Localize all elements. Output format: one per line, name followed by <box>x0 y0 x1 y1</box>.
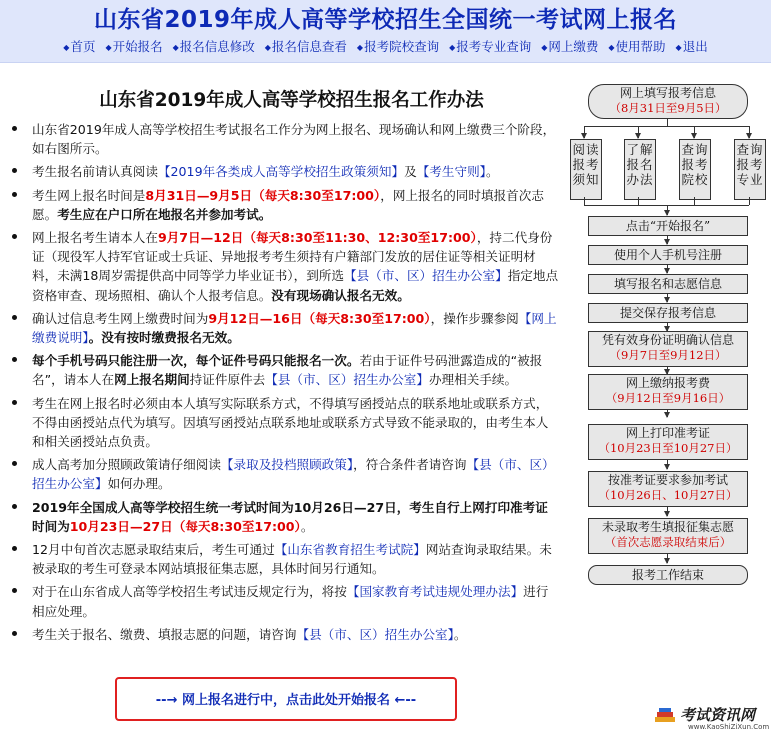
item-text: 指定地点资格审查、现场照相、确认个人报考信息。 <box>32 268 559 303</box>
list-item <box>10 162 560 181</box>
list-item <box>10 498 560 536</box>
item-text: 对于在山东省成人高等学校招生考试违反规定行为，将按 <box>32 584 347 600</box>
flow-label: 凭有效身份证明确认信息 <box>601 333 734 347</box>
flow-label: 网上填写报考信息 <box>619 86 716 100</box>
bold-text: 每个手机号码只能注册一次，每个证件号码只能报名一次。 <box>32 353 360 369</box>
list-item <box>10 582 560 620</box>
flow-step-confirm-id <box>588 331 748 367</box>
flow-arrow <box>667 553 668 563</box>
item-text: 考生报名前请认真阅读 <box>32 164 158 180</box>
list-item <box>10 309 560 347</box>
bold-text: 。没有按时缴费报名无效。 <box>88 330 240 346</box>
list-item <box>10 186 560 224</box>
nav-school-search[interactable] <box>357 39 439 54</box>
flow-date: （8月31日至9月5日） <box>609 101 727 115</box>
item-text: 考生网上报名时间是 <box>32 187 146 203</box>
list-item <box>10 540 560 578</box>
item-text: 进行相应处理。 <box>32 584 549 619</box>
flow-line <box>638 197 639 205</box>
flow-arrow <box>667 265 668 273</box>
list-item <box>10 228 560 305</box>
item-text: 办理相关手续。 <box>428 372 518 388</box>
flow-branch-learn-method: 了解报名办法 <box>624 139 656 200</box>
flow-arrow <box>584 126 585 138</box>
item-text: ，网上报名的同时填报首次志愿。 <box>32 187 544 222</box>
exam-institute-link[interactable]: 【山东省教育招生考试院】 <box>274 542 426 558</box>
nav-label: 报考院校查询 <box>364 39 440 54</box>
item-text: ，操作步骤参阅 <box>430 310 519 326</box>
list-item <box>10 394 560 452</box>
item-text: 及 <box>404 164 417 180</box>
flow-arrow <box>667 294 668 302</box>
flow-step-fill-info: 填写报名和志愿信息 <box>588 274 748 294</box>
county-office-link[interactable]: 【县（市、区）招生办公室】 <box>32 457 555 492</box>
bold-text: 没有现场确认报名无效。 <box>271 287 410 303</box>
flow-branch-search-school: 查询报考院校 <box>679 139 711 200</box>
bullet-icon <box>12 546 17 551</box>
nav-label: 使用帮助 <box>615 39 666 54</box>
flow-line <box>584 197 585 205</box>
item-text: ，符合条件者请咨询 <box>353 457 467 473</box>
flow-step-take-exam <box>588 471 748 507</box>
date-highlight: 8月31日—9月5日（每天8:30至17:00） <box>145 187 381 203</box>
item-text: 持证件原件去 <box>189 372 266 388</box>
flow-arrow <box>667 323 668 331</box>
flow-arrow <box>694 126 695 138</box>
payment-guide-link[interactable]: 【网上缴费说明】 <box>32 310 557 346</box>
nav-label: 首页 <box>70 39 96 54</box>
county-office-link[interactable]: 【县（市、区）招生办公室】 <box>296 626 454 642</box>
bullet-icon <box>12 168 17 173</box>
item-text: 如何办理。 <box>107 476 171 492</box>
item-text: 。 <box>453 626 467 642</box>
flow-date: （9月12日至9月16日） <box>605 391 731 405</box>
list-item <box>10 351 560 389</box>
flow-arrow <box>638 126 639 138</box>
flow-label: 网上打印准考证 <box>625 426 710 440</box>
flow-step-click-start: 点击“开始报名” <box>588 216 748 236</box>
flow-line <box>667 118 668 126</box>
date-highlight: 9月7日—12日（每天8:30至11:30、12:30至17:00） <box>157 230 477 246</box>
nav-major-search[interactable] <box>449 39 531 54</box>
item-text: 网上报名考生请本人在 <box>32 230 158 246</box>
flow-line <box>749 197 750 205</box>
nav-start-registration[interactable] <box>105 39 162 54</box>
flow-arrow <box>667 205 668 215</box>
item-text: ，持二代身份证（现役军人持军官证或士兵证、异地报考考生须持有户籍部门发放的居住证等相关证明材料，未满18周岁需提供高中同等学力毕业证书），到所选 <box>32 230 553 284</box>
item-text: 网站查询录取结果。未被录取的考生可登录本网站填报征集志愿，具体时间另行通知。 <box>32 542 552 577</box>
item-text: 成人高考加分照顾政策请仔细阅读 <box>32 457 221 473</box>
logo-text: 考试资讯网 <box>680 706 756 724</box>
item-text: 考生在网上报名时必须由本人填写实际联系方式，不得填写函授站点的联系地址或联系方式，不得由函授站点代为填写。因填写函授站点联系地址或联系方式导致不能录取的，由考生本人和相关函授站点负责。 <box>32 395 549 450</box>
article-title: 山东省2019年成人高等学校招生报名工作办法 <box>99 90 484 111</box>
item-text: 。 <box>485 164 499 180</box>
rules-list <box>0 120 565 644</box>
bullet-icon <box>12 126 17 131</box>
flow-step-submit: 提交保存报考信息 <box>588 303 748 323</box>
flow-step-register-phone: 使用个人手机号注册 <box>588 245 748 265</box>
diamond-icon: ◆ <box>264 43 271 52</box>
flow-line <box>584 126 749 127</box>
flow-start <box>588 84 748 119</box>
diamond-icon: ◆ <box>541 43 548 52</box>
logo-url: www.KaoShiZiXun.Com <box>688 723 770 731</box>
nav-logout[interactable] <box>676 39 708 54</box>
item-text: 12月中旬首次志愿录取结束后，考生可通过 <box>32 542 275 558</box>
bullet-icon <box>12 400 17 405</box>
admission-policy-link[interactable]: 【录取及投档照顾政策】 <box>220 457 354 473</box>
flow-arrow <box>667 459 668 469</box>
nav-edit-registration[interactable] <box>173 39 255 54</box>
start-registration-box <box>115 677 457 721</box>
bold-text: 网上报名期间 <box>114 372 190 388</box>
article <box>0 70 565 738</box>
item-text: 若由于证件号码泄露造成的“被报名”，请本人在 <box>32 353 543 388</box>
item-text: 山东省2019年成人高等学校招生考试报名工作分为网上报名、现场确认和网上缴费三个阶段，如右图所示。 <box>32 122 556 157</box>
diamond-icon: ◆ <box>172 43 179 52</box>
nav-label: 退出 <box>682 39 708 54</box>
item-text: 。 <box>300 518 314 534</box>
books-icon <box>654 706 676 724</box>
flow-line <box>694 197 695 205</box>
flow-arrow <box>667 236 668 244</box>
flow-branch-read-notice: 阅读报考须知 <box>570 139 602 200</box>
bullet-icon <box>12 461 17 466</box>
bullet-icon <box>12 315 17 320</box>
flow-arrow <box>667 506 668 516</box>
flow-branch-search-major: 查询报考专业 <box>734 139 766 200</box>
diamond-icon: ◆ <box>449 43 456 52</box>
flow-step-print-ticket <box>588 424 748 460</box>
flow-step-pay-fee <box>588 374 748 410</box>
bullet-icon <box>12 631 17 636</box>
date-highlight: 10月23日—27日（每天8:30至17:00） <box>69 518 301 534</box>
diamond-icon: ◆ <box>105 43 112 52</box>
county-office-link[interactable]: 【县（市、区）招生办公室】 <box>343 268 508 284</box>
site-title: 山东省2019年成人高等学校招生全国统一考试网上报名 <box>93 7 677 33</box>
flow-label: 网上缴纳报考费 <box>625 376 710 390</box>
start-registration-link[interactable]: --→ 网上报名进行中，点击此处开始报名 ←-- <box>155 693 417 708</box>
header <box>0 0 771 63</box>
list-item <box>10 625 560 644</box>
flow-arrow <box>667 409 668 417</box>
diamond-icon: ◆ <box>675 43 682 52</box>
nav-label: 报名信息修改 <box>179 39 255 54</box>
flowchart <box>566 82 771 592</box>
bullet-icon <box>12 192 17 197</box>
nav-label: 开始报名 <box>112 39 163 54</box>
item-text: 确认过信息考生网上缴费时间为 <box>32 310 209 326</box>
diamond-icon: ◆ <box>608 43 615 52</box>
bold-text: 2019年全国成人高等学校招生统一考试时间为10月26日—27日，考生自行上网打印准考证时间为 <box>32 499 548 534</box>
flow-end: 报考工作结束 <box>588 565 748 585</box>
nav-view-registration[interactable] <box>265 39 347 54</box>
nav-help[interactable] <box>608 39 665 54</box>
bullet-icon <box>12 504 17 509</box>
bullet-icon <box>12 234 17 239</box>
list-item <box>10 455 560 493</box>
flow-date: （10月23日至10月27日） <box>598 441 738 455</box>
nav-online-payment[interactable] <box>541 39 598 54</box>
bold-text: 考生应在户口所在地报名并参加考试。 <box>57 206 272 222</box>
top-nav <box>0 38 771 58</box>
nav-label: 报考专业查询 <box>456 39 532 54</box>
violation-rules-link[interactable]: 【国家教育考试违规处理办法】 <box>346 584 524 600</box>
flow-date: （首次志愿录取结束后） <box>604 535 732 549</box>
logo <box>652 700 770 736</box>
bullet-icon <box>12 357 17 362</box>
flow-arrow <box>667 366 668 374</box>
nav-home[interactable] <box>63 39 95 54</box>
list-item <box>10 120 560 158</box>
flow-date: （10月26日、10月27日） <box>598 488 738 502</box>
item-text: 考生关于报名、缴费、填报志愿的问题，请咨询 <box>32 626 297 642</box>
flow-label: 按准考证要求参加考试 <box>607 473 728 487</box>
policy-notice-link[interactable]: 【2019年各类成人高等学校招生政策须知】 <box>157 164 405 180</box>
flow-step-extra-choice <box>588 518 748 554</box>
flow-arrow <box>749 126 750 138</box>
exam-rules-link[interactable]: 【考生守则】 <box>416 164 486 180</box>
nav-label: 报名信息查看 <box>271 39 347 54</box>
county-office-link[interactable]: 【县（市、区）招生办公室】 <box>265 372 429 388</box>
nav-label: 网上缴费 <box>548 39 599 54</box>
date-highlight: 9月12日—16日（每天8:30至17:00） <box>208 310 431 326</box>
diamond-icon: ◆ <box>63 43 70 52</box>
bullet-icon <box>12 588 17 593</box>
flow-label: 未录取考生填报征集志愿 <box>601 520 734 534</box>
diamond-icon: ◆ <box>356 43 364 52</box>
flow-date: （9月7日至9月12日） <box>609 348 727 362</box>
